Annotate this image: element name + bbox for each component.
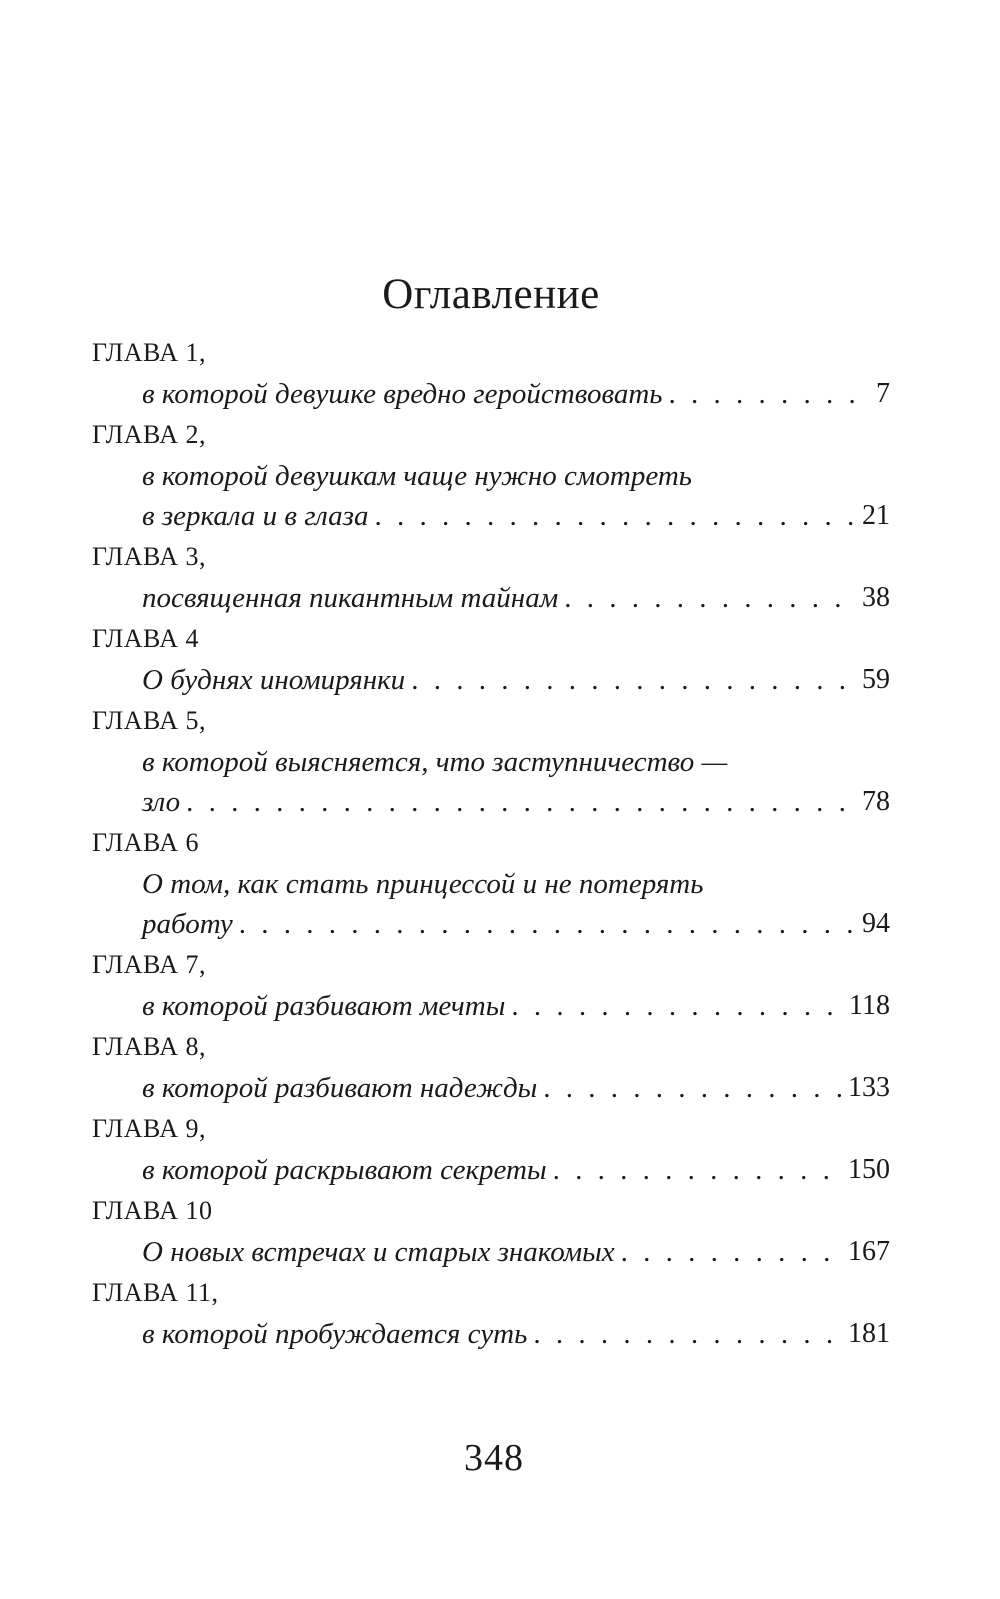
chapter-title-line xyxy=(92,496,890,536)
chapter-title-text: зло xyxy=(142,786,181,818)
chapter-page-number: 59 xyxy=(862,664,890,695)
chapter-page-number: 38 xyxy=(862,582,890,613)
chapter-label: ГЛАВА 10 xyxy=(92,1196,213,1225)
chapter-page-number: 133 xyxy=(848,1072,890,1103)
chapter-title-line xyxy=(92,1314,890,1354)
dot-leader xyxy=(511,986,843,1026)
chapter-title-text: в которой раскрывают секреты xyxy=(142,1154,547,1186)
toc-entry xyxy=(92,542,890,618)
dot-leader xyxy=(374,496,856,536)
toc-entry xyxy=(92,828,890,944)
chapter-label: ГЛАВА 5, xyxy=(92,706,206,735)
chapter-page-number: 150 xyxy=(848,1154,890,1185)
chapter-label: ГЛАВА 1, xyxy=(92,338,206,367)
dot-leader xyxy=(564,578,856,618)
dot-leader xyxy=(533,1314,842,1354)
chapter-page-number: 7 xyxy=(876,378,890,409)
chapter-title-text: посвященная пикантным тайнам xyxy=(142,582,559,614)
dot-leader xyxy=(669,374,871,414)
toc-entry xyxy=(92,1278,890,1354)
chapter-page-number: 181 xyxy=(848,1318,890,1349)
chapter-title-line xyxy=(92,864,890,904)
chapter-title-line xyxy=(92,742,890,782)
chapter-title-line xyxy=(92,904,890,944)
chapter-title-line xyxy=(92,1150,890,1190)
toc-entry xyxy=(92,420,890,536)
toc-entry xyxy=(92,1196,890,1272)
chapter-title-line xyxy=(92,1068,890,1108)
chapter-label: ГЛАВА 3, xyxy=(92,542,206,571)
chapter-title-text: в которой выясняется, что заступничество — xyxy=(142,746,728,778)
dot-leader xyxy=(553,1150,842,1190)
chapter-label: ГЛАВА 9, xyxy=(92,1114,206,1143)
chapter-page-number: 21 xyxy=(862,500,890,531)
chapter-title-line xyxy=(92,660,890,700)
dot-leader xyxy=(411,660,856,700)
page-number: 348 xyxy=(464,1437,524,1479)
chapter-label: ГЛАВА 4 xyxy=(92,624,199,653)
chapter-title-line xyxy=(92,782,890,822)
chapter-title-text: в которой девушкам чаще нужно смотреть xyxy=(142,460,693,492)
dot-leader xyxy=(543,1068,842,1108)
dot-leader xyxy=(239,904,856,944)
chapter-title-text: в которой девушке вредно геройствовать xyxy=(142,378,663,410)
toc-entry xyxy=(92,1114,890,1190)
chapter-page-number: 118 xyxy=(849,990,890,1021)
chapter-label: ГЛАВА 11, xyxy=(92,1278,219,1307)
chapter-page-number: 94 xyxy=(862,908,890,939)
chapter-title-text: О том, как стать принцессой и не потерять xyxy=(142,868,704,900)
toc-entry xyxy=(92,950,890,1026)
table-of-contents xyxy=(92,338,890,1360)
chapter-title-text: О новых встречах и старых знакомых xyxy=(142,1236,615,1268)
chapter-title-text: работу xyxy=(142,908,233,940)
chapter-title-line xyxy=(92,986,890,1026)
chapter-title-line xyxy=(92,374,890,414)
chapter-label: ГЛАВА 8, xyxy=(92,1032,206,1061)
dot-leader xyxy=(186,782,856,822)
chapter-label: ГЛАВА 2, xyxy=(92,420,206,449)
chapter-title-text: в которой разбивают мечты xyxy=(142,990,506,1022)
toc-entry xyxy=(92,338,890,414)
toc-entry xyxy=(92,1032,890,1108)
chapter-page-number: 167 xyxy=(848,1236,890,1267)
chapter-label: ГЛАВА 7, xyxy=(92,950,206,979)
toc-entry xyxy=(92,706,890,822)
toc-entry xyxy=(92,624,890,700)
chapter-title-text: в зеркала и в глаза xyxy=(142,500,369,532)
chapter-title-line xyxy=(92,578,890,618)
chapter-title-text: О буднях иномирянки xyxy=(142,664,406,696)
chapter-page-number: 78 xyxy=(862,786,890,817)
dot-leader xyxy=(621,1232,842,1272)
page-title: Оглавление xyxy=(382,271,600,318)
chapter-title-line xyxy=(92,1232,890,1272)
chapter-title-text: в которой пробуждается суть xyxy=(142,1318,528,1350)
chapter-title-text: в которой разбивают надежды xyxy=(142,1072,538,1104)
chapter-label: ГЛАВА 6 xyxy=(92,828,199,857)
chapter-title-line xyxy=(92,456,890,496)
